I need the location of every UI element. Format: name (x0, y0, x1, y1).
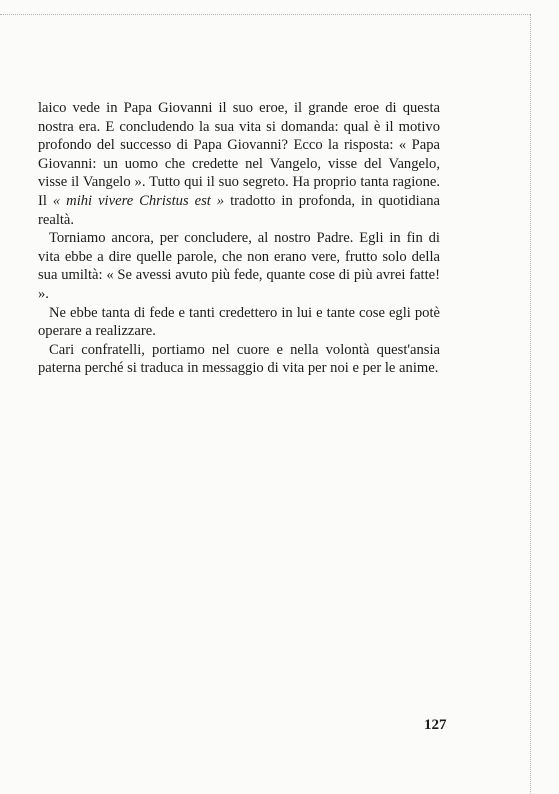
page-edge-top (0, 14, 530, 15)
paragraph-1 (38, 99, 440, 229)
paragraph-2 (38, 229, 440, 303)
body-text (38, 99, 440, 378)
paragraph-1-text-1: laico vede in Papa Giovanni il suo eroe, il grande eroe di questa nostra era. E concludendo la sua vita si domanda: qual è il motivo profondo del successo di Papa Giovanni? Ecco la risposta: « Papa Giovanni: un uomo che credette nel Vangelo, visse del Vangelo, visse il Vangelo ». Tutto qui il suo segreto. Ha proprio tanta ragione. Il (38, 100, 440, 209)
page-number: 127 (424, 717, 447, 733)
latin-quote: « mihi vivere Christus est » (52, 192, 225, 209)
paragraph-4-text: Cari confratelli, portiamo nel cuore e nella volontà quest'ansia paterna perché si traduca in messaggio di vita per noi e per le anime. (38, 341, 440, 377)
paragraph-1-text-2: tradotto in profonda, in quotidiana realtà. (38, 192, 440, 228)
paragraph-2-text: Torniamo ancora, per concludere, al nostro Padre. Egli in fin di vita ebbe a dire quelle parole, che non erano vere, frutto solo della sua umiltà: « Se avessi avuto più fede, quante cose di più avrei fatte! ». (38, 230, 440, 302)
paragraph-3-text: Ne ebbe tanta di fede e tanti credettero in lui e tante cose egli potè operare a realizzare. (38, 304, 440, 340)
page-edge-right (530, 14, 531, 794)
paragraph-4 (38, 341, 440, 378)
paragraph-3 (38, 304, 440, 341)
